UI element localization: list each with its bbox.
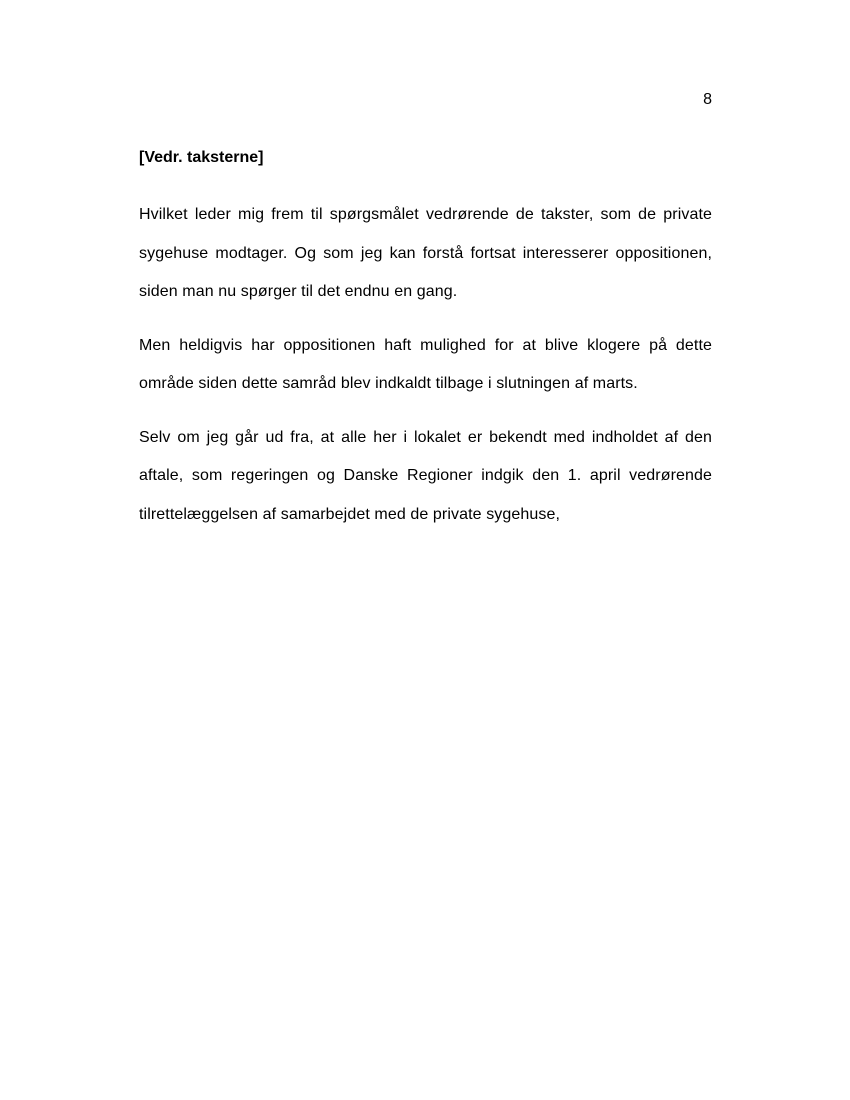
section-heading: [Vedr. taksterne]: [139, 149, 264, 166]
page-content: [139, 148, 712, 549]
page-number: 8: [703, 91, 712, 108]
paragraph-2: Men heldigvis har oppositionen haft mulighed for at blive klogere på dette område siden dette samråd blev indkaldt tilbage i slutningen af marts.: [139, 336, 712, 392]
paragraph-1: Hvilket leder mig frem til spørgsmålet vedrørende de takster, som de private sygehuse modtager. Og som jeg kan forstå fortsat interesserer oppositionen, siden man nu spørger til det endnu en gang.: [139, 206, 712, 300]
paragraph-3: Selv om jeg går ud fra, at alle her i lokalet er bekendt med indholdet af den aftale, som regeringen og Danske Regioner indgik den 1. april vedrørende tilrettelæggelsen af samarbejdet med de private sygehuse,: [139, 428, 712, 523]
